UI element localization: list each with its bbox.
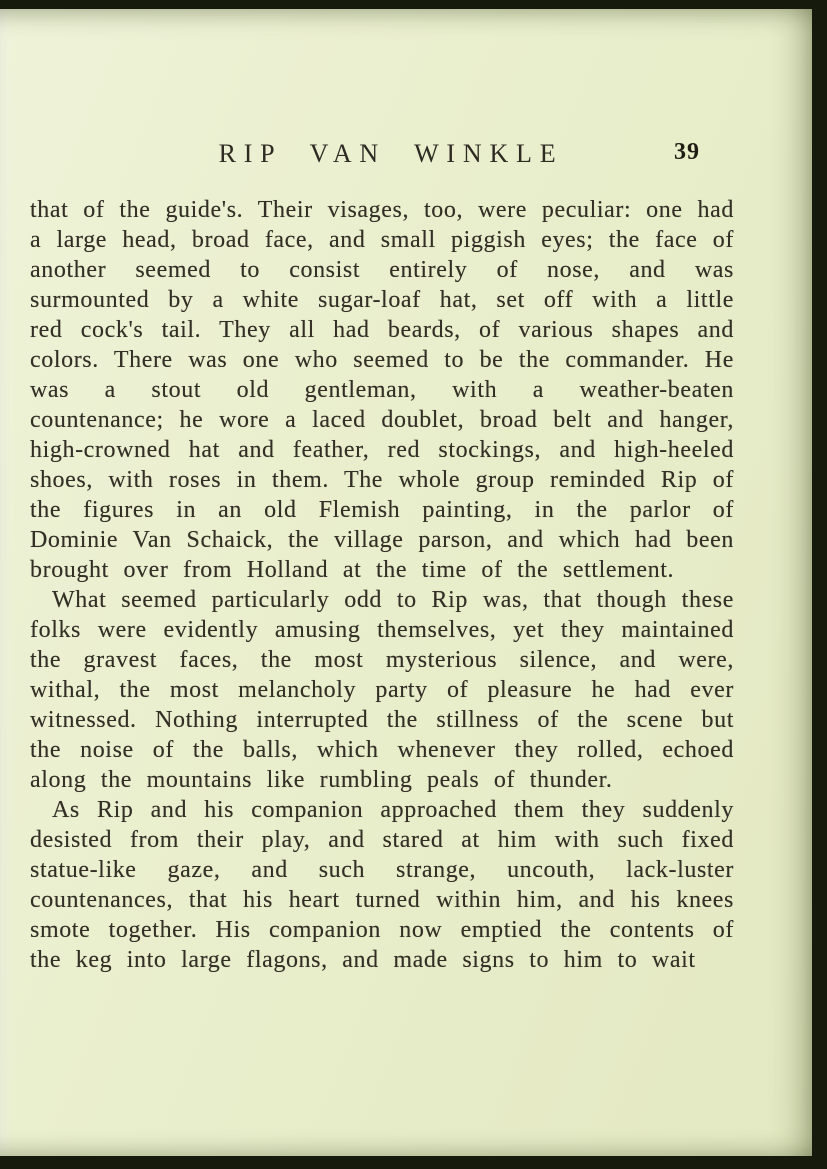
paragraph: As Rip and his companion approached them they suddenly desisted from their play, and stared at him with such fixed statue-like gaze, and such strange, uncouth, lack-luster countenances, that his heart turned within him, and his knees smote together. His companion now emptied the contents of the keg into large flagons, and made signs to him to wait [30, 797, 734, 973]
page-number: 39 [674, 139, 700, 165]
running-title: RIP VAN WINKLE [218, 139, 564, 168]
page-header [0, 139, 812, 171]
paragraph: that of the guide's. Their visages, too, were peculiar: one had a large head, broad face, and small piggish eyes; the face of another seemed to consist entirely of nose, and was surmounted by a white sugar-loaf hat, set off with a little red cock's tail. They all had beards, of various shapes and colors. There was one who seemed to be the commander. He was a stout old gentleman, with a weather-beaten countenance; he wore a laced doublet, broad belt and hanger, high-crowned hat and feather, red stockings, and high-heeled shoes, with roses in them. The whole group reminded Rip of the figures in an old Flemish painting, in the parlor of Dominie Van Schaick, the village parson, and which had been brought over from Holland at the time of the settlement. [30, 197, 734, 583]
book-page [0, 9, 812, 1156]
paragraph: What seemed particularly odd to Rip was, that though these folks were evidently amusing themselves, yet they maintained the gravest faces, the most mysterious silence, and were, withal, the most melancholy party of pleasure he had ever witnessed. Nothing interrupted the stillness of the scene but the noise of the balls, which whenever they rolled, echoed along the mountains like rumbling peals of thunder. [30, 587, 734, 793]
page-text [30, 195, 734, 975]
